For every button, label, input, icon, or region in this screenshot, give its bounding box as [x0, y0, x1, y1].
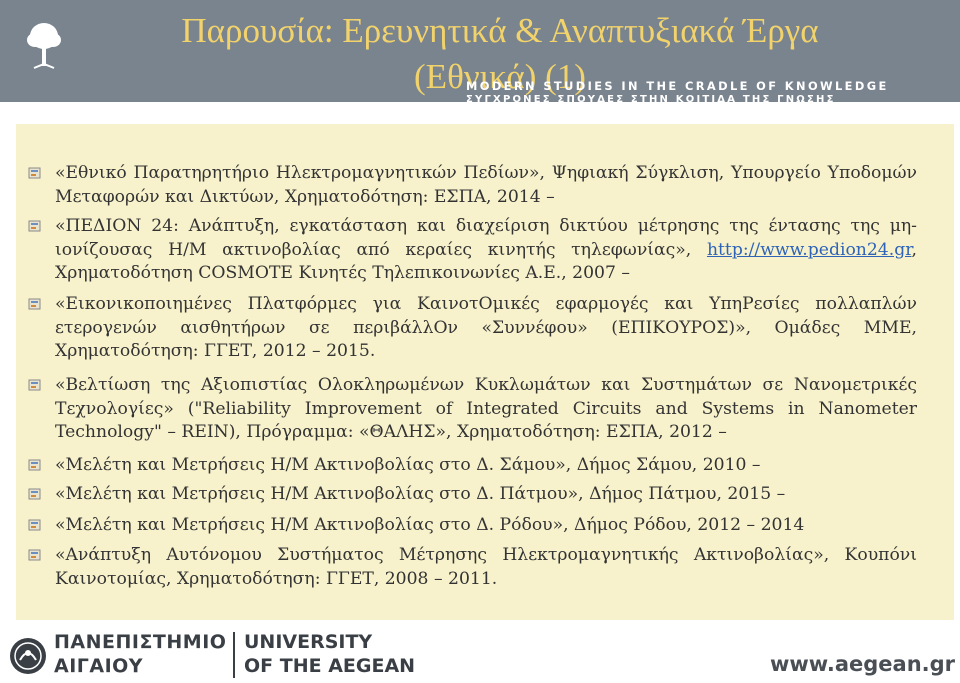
bullet-icon: [28, 167, 42, 180]
list-item: «Μελέτη και Μετρήσεις Η/Μ Ακτινοβολίας στο Δ. Ρόδου», Δήμος Ρόδου, 2012 – 2014: [55, 515, 805, 535]
bullet-icon: [28, 220, 42, 233]
list-item: «Εικονικοποιημένες Πλατφόρμες για ΚαινοτΟμικές εφαρμογές και ΥπηΡεσίες πολλαπλών ετερογενών αισθητήρων σε περιβάλλΟν «Συννέφου» (ΕΠΙΚΟΥΡΟΣ)», Ομάδες ΜΜΕ, Χρηματοδότηση: ΓΓΕΤ, 2012 – 2015.: [55, 294, 917, 361]
bullet-icon: [28, 488, 42, 501]
list-item: «Εθνικό Παρατηρητήριο Ηλεκτρομαγνητικών Πεδίων», Ψηφιακή Σύγκλιση, Υπουργείο Υποδομών Μεταφορών και Δικτύων, Χρηματοδότηση: ΕΣΠΑ, 2014 –: [55, 163, 917, 207]
title-line-2: (Εθνικά) (1): [414, 57, 586, 96]
tree-logo-icon: [22, 18, 66, 74]
university-name-english: [244, 630, 415, 678]
header-bar: [0, 0, 960, 105]
website-link[interactable]: www.aegean.gr: [770, 652, 956, 676]
item-text: , Χρηματοδότηση COSMOTE Κινητές Τηλεπικοινωνίες Α.Ε., 2007 –: [55, 239, 917, 283]
uni-en-line-1: UNIVERSITY: [244, 631, 373, 653]
footer-divider: [233, 632, 235, 678]
list-item: [55, 215, 917, 286]
list-item: «Βελτίωση της Αξιοπιστίας Ολοκληρωμένων Κυκλωμάτων και Συστημάτων σε Νανομετρικές Τεχνολογίες» ("Reliability Improvement of Integrated Circuits and Systems in Nanometer Technology" – REIN), Πρόγραμμα: «ΘΑΛΗΣ», Χρηματοδότηση: ΕΣΠΑ, 2012 –: [55, 375, 917, 442]
university-name-greek: [54, 630, 226, 678]
uni-gr-line-1: ΠΑΝΕΠΙΣΤΗΜΙΟ: [54, 631, 227, 653]
uni-gr-line-2: ΑΙΓΑΙΟΥ: [54, 655, 144, 677]
item-text: «ΠΕΔΙΟΝ 24: Ανάπτυξη, εγκατάσταση και διαχείριση δικτύου μέτρησης της έντασης της μη-ιονίζουσας Η/Μ ακτινοβολίας από κεραίες κινητής τηλεφωνίας»,: [55, 216, 917, 260]
tagline-english: MODERN STUDIES IN THE CRADLE OF KNOWLEDGE: [466, 79, 889, 93]
bullet-icon: [28, 459, 42, 472]
list-item: «Μελέτη και Μετρήσεις Η/Μ Ακτινοβολίας στο Δ. Σάμου», Δήμος Σάμου, 2010 –: [55, 455, 761, 475]
title-line-1: Παρουσία: Ερευνητικά & Αναπτυξιακά Έργα: [181, 11, 819, 50]
bullet-icon: [28, 519, 42, 532]
bullet-icon: [28, 298, 42, 311]
bullet-icon: [28, 379, 42, 392]
uni-en-line-2: OF THE AEGEAN: [244, 655, 416, 677]
university-seal-icon: [8, 636, 48, 676]
pedion24-link[interactable]: http://www.pedion24.gr: [706, 239, 912, 260]
list-item: «Ανάπτυξη Αυτόνομου Συστήματος Μέτρησης Ηλεκτρομαγνητικής Ακτινοβολίας», Κουπόνι Καινοτομίας, Χρηματοδότηση: ΓΓΕΤ, 2008 – 2011.: [55, 545, 917, 589]
bullet-icon: [28, 549, 42, 562]
list-item: «Μελέτη και Μετρήσεις Η/Μ Ακτινοβολίας στο Δ. Πάτμου», Δήμος Πάτμου, 2015 –: [55, 484, 786, 504]
tagline-greek: ΣΥΓΧΡΟΝΕΣ ΣΠΟΥΔΕΣ ΣΤΗΝ ΚΟΙΤΙΔΑ ΤΗΣ ΓΝΩΣΗΣ: [466, 94, 836, 105]
